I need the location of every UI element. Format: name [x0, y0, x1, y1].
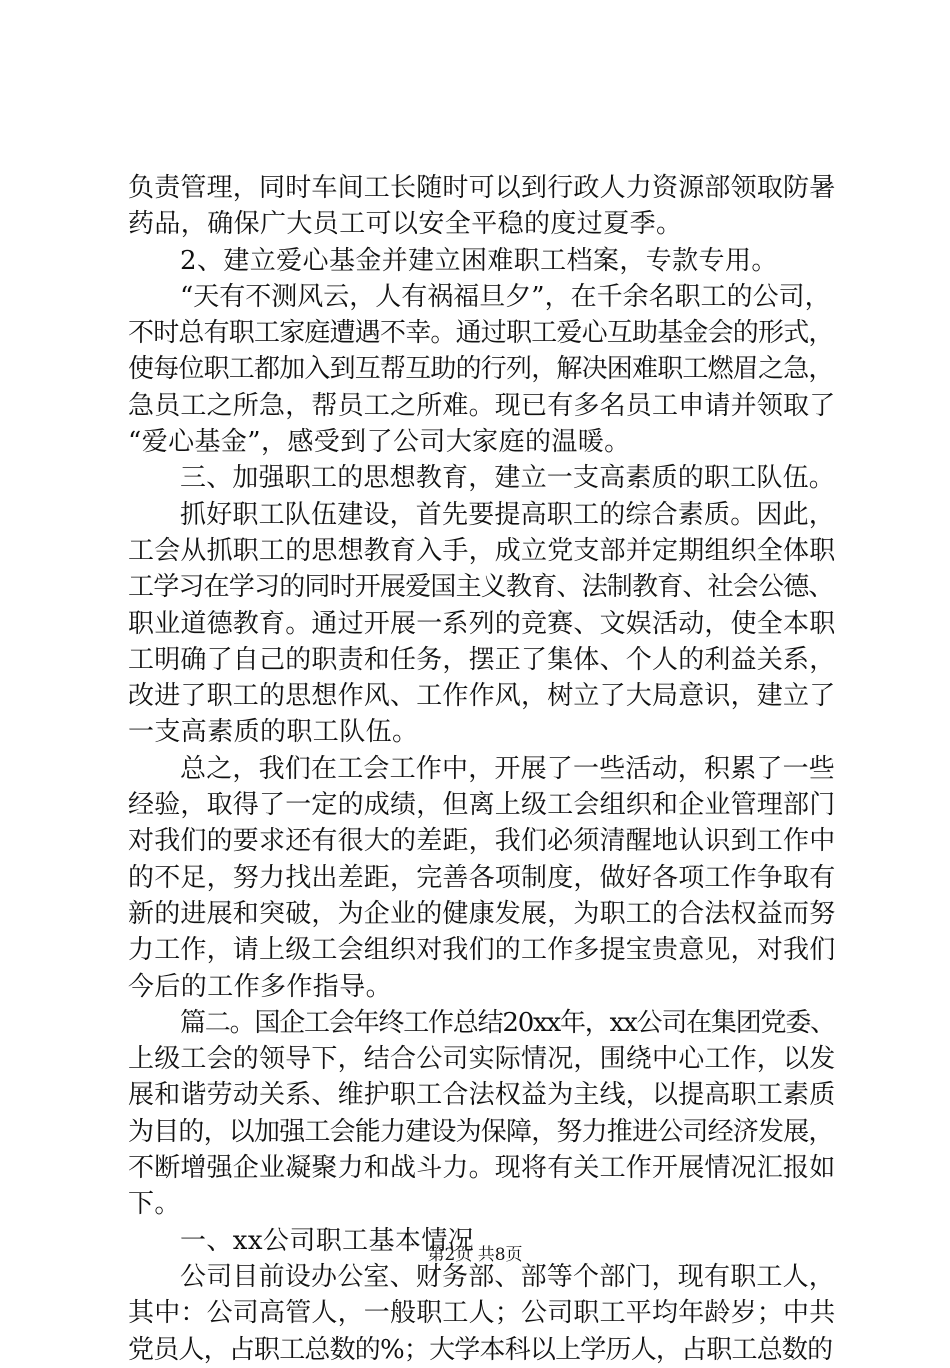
text-line: 其中：公司高管人，一般职工人；公司职工平均年龄岁；中共 — [128, 1298, 836, 1329]
text-line: 的不足，努力找出差距，完善各项制度，做好各项工作争取有 — [128, 862, 836, 893]
text-line: 药品，确保广大员工可以安全平稳的度过夏季。 — [128, 209, 683, 240]
text-line: 展和谐劳动关系、维护职工合法权益为主线，以提高职工素质 — [128, 1080, 836, 1111]
text-line: 使每位职工都加入到互帮互助的行列，解决困难职工燃眉之急， — [128, 354, 834, 385]
text-line: 工学习在学习的同时开展爱国主义教育、法制教育、社会公德、 — [128, 572, 834, 603]
text-line: 三、加强职工的思想教育，建立一支高素质的职工队伍。 — [180, 463, 836, 494]
text-line: “爱心基金”，感受到了公司大家庭的温暖。 — [128, 427, 631, 458]
text-line: 上级工会的领导下，结合公司实际情况，围绕中心工作，以发 — [128, 1044, 836, 1075]
text-line: “天有不测风云，人有祸福旦夕”，在千余名职工的公司， — [180, 281, 831, 312]
text-line: 为目的，以加强工会能力建设为保障，努力推进公司经济发展， — [128, 1116, 834, 1147]
text-line: 一支高素质的职工队伍。 — [128, 717, 419, 748]
text-line: 不时总有职工家庭遭遇不幸。通过职工爱心互助基金会的形式， — [128, 318, 834, 349]
text-line: 急员工之所急，帮员工之所难。现已有多名员工申请并领取了 — [128, 390, 836, 421]
text-line: 2、建立爱心基金并建立困难职工档案，专款专用。 — [180, 245, 778, 276]
text-line: 经验，取得了一定的成绩，但离上级工会组织和企业管理部门 — [128, 790, 836, 821]
text-line: 工明确了自己的职责和任务，摆正了集体、个人的利益关系， — [128, 644, 836, 675]
text-line: 工会从抓职工的思想教育入手，成立党支部并定期组织全体职 — [128, 535, 836, 566]
document-body — [128, 170, 834, 1368]
text-line: 职业道德教育。通过开展一系列的竞赛、文娱活动，使全本职 — [128, 608, 836, 639]
text-line: 改进了职工的思想作风、工作作风，树立了大局意识，建立了 — [128, 681, 836, 712]
page-number-footer: 第2页 共8页 — [427, 1245, 523, 1265]
text-line: 负责管理，同时车间工长随时可以到行政人力资源部领取防暑 — [128, 173, 836, 203]
text-line: 总之，我们在工会工作中，开展了一些活动，积累了一些 — [180, 753, 836, 784]
text-line: 抓好职工队伍建设，首先要提高职工的综合素质。因此， — [180, 499, 836, 530]
text-line: 党员人，占职工总数的%；大学本科以上学历人，占职工总数的 — [128, 1334, 833, 1365]
text-line: 力工作，请上级工会组织对我们的工作多提宝贵意见，对我们 — [128, 935, 836, 966]
section-heading: 一、xx公司职工基本情况 — [180, 1225, 475, 1256]
text-line: 今后的工作多作指导。 — [128, 971, 393, 1002]
text-line: 新的进展和突破，为企业的健康发展，为职工的合法权益而努 — [128, 898, 836, 929]
text-line: 下。 — [128, 1189, 181, 1220]
text-line: 公司目前设办公室、财务部、部等个部门，现有职工人， — [180, 1261, 836, 1292]
text-line: 不断增强企业凝聚力和战斗力。现将有关工作开展情况汇报如 — [128, 1153, 836, 1184]
text-line: 对我们的要求还有很大的差距，我们必须清醒地认识到工作中 — [128, 826, 836, 857]
text-line: 篇二。国企工会年终工作总结20xx年，xx公司在集团党委、 — [180, 1007, 835, 1038]
